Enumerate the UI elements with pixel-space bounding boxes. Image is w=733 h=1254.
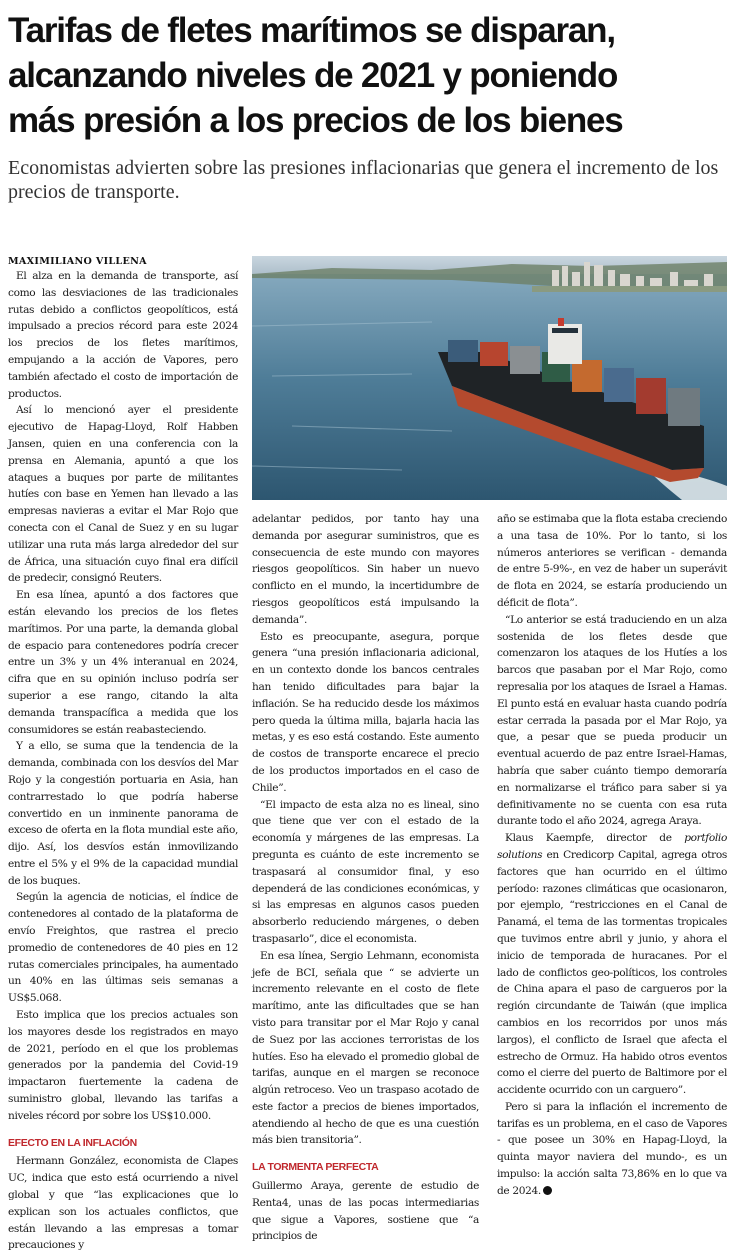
paragraph: año se estimaba que la flota estaba creciendo a una tasa de 10%. Por lo tanto, si los números anteriores se verifican - demanda de entre 5-9%-, en vez de haber un superávit de flota en 2024, se estaría produciendo un déficit de flota”. <box>497 513 727 609</box>
article-column-2 <box>252 511 479 1245</box>
paragraph <box>497 1099 727 1200</box>
article-column-1 <box>8 268 238 1254</box>
paragraph: En esa línea, Sergio Lehmann, economista jefe de BCI, señala que “ se advierte un incremento relevante en el costo de flete marítimo, ante las dificultades que se han visto para transitar por el Mar Rojo y canal de Suez por las acciones terroristas de los hutíes. Eso ha elevado el promedio global de tarifas, aunque en el margen se reconoce algún retroceso. Veo un traspaso acotado de este factor a precios de bienes importados, atendiendo al hecho de que es una cuestión más bien transitoria”. <box>252 949 479 1147</box>
emphasis: portfolio solutions <box>497 832 727 861</box>
container-ship-icon <box>252 256 727 500</box>
paragraph: El alza en la demanda de transporte, así como las desviaciones de las tradicionales rutas debido a conflictos geopolíticos, está impulsado a precios récord para este 2024 los precios de los fletes marítimos, empujando a la acción de Vapores, pero también afectado el costo de importación de productos. <box>8 270 238 400</box>
headline <box>8 8 728 143</box>
article-column-3 <box>497 511 727 1200</box>
headline-line-2: alcanzando niveles de 2021 y poniendo <box>8 56 618 95</box>
paragraph: En esa línea, apuntó a dos factores que están elevando los precios de los fletes marítimos. Por una parte, la demanda global de espacio para contenedores podría crecer entre un 3% y un 4% interanual en 2024, cifra que en su opinión incluso podría ser superior a ese rango, citando la alta demanda transpacífica a medida que los consumidores se están reabasteciendo. <box>8 589 238 736</box>
paragraph: “El impacto de esta alza no es lineal, sino que tiene que ver con el estado de la economía y márgenes de las empresas. La pregunta es cuánto de este incremento se traspasará al consumidor final, y eso dependerá de las condiciones económicas, y si las empresas en algunos casos pueden absorberlo reduciendo márgenes, o deben traspasarlo”, dice el economista. <box>252 798 479 945</box>
headline-line-3: más presión a los precios de los bienes <box>8 101 623 140</box>
paragraph <box>497 830 727 1099</box>
subheading-tormenta: LA TORMENTA PERFECTA <box>252 1161 379 1174</box>
paragraph: “Lo anterior se está traduciendo en un alza sostenida de los fletes desde que comenzaron los ataques de los Hutíes a los barcos que pasaban por el Mar Rojo, como represalia por los ataques de Israel a Hamas. El punto está en evaluar hasta cuando podría estar cerrada la pasada por el Mar Rojo, ya que, a pesar que se pueda producir un eventual acuerdo de paz entre Israel-Hamas, habría que saber cuánto tiempo demoraría en normalizarse el tráfico para saber si ya definitivamente no se cuenta con esa ruta durante todo el año 2024, agrega Araya. <box>497 613 727 828</box>
subheading-inflacion: EFECTO EN LA INFLACIÓN <box>8 1136 137 1149</box>
deck-subtitle: Economistas advierten sobre las presiones inflacionarias que genera el incremento de los precios de transporte. <box>8 157 719 203</box>
text-run: Klaus Kaempfe, director de <box>505 832 685 845</box>
paragraph: Esto es preocupante, asegura, porque genera “una presión inflacionaria adicional, en un contexto donde los bancos centrales han tenido dificultades para bajar la inflación. Se ha reducido desde los máximos pero queda la última milla, bajarla hacia las metas, y es eso está costando. Este aumento de costos de transporte encarece el precio de los productos importados en el caso de Chile”. <box>252 630 479 794</box>
paragraph: Hermann González, economista de Clapes UC, indica que esto está ocurriendo a nivel global y que “las explicaciones que lo explican son los actuales conflictos, que están llevando a las empresas a tomar precauciones y <box>8 1155 238 1252</box>
paragraph: Y a ello, se suma que la tendencia de la demanda, combinada con los desvíos del Mar Rojo y la congestión portuaria en Asia, han contrarrestado lo que podría haberse convertido en un inminente panorama de exceso de oferta en la flota mundial este año, dijo. Así, los desvíos están inmovilizando entre el 5% y el 9% de la capacidad mundial de los buques. <box>8 740 238 887</box>
paragraph: Esto implica que los precios actuales son los mayores desde los registrados en mayo de 2021, período en el que los problemas generados por la pandemia del Covid-19 impactaron fuertemente la cadena de suministro global, llevando las tarifas a niveles récord por sobre los US$10.000. <box>8 1009 238 1122</box>
end-of-article-icon <box>543 1186 552 1195</box>
headline-line-1: Tarifas de fletes marítimos se disparan, <box>8 11 615 50</box>
paragraph: Según la agencia de noticias, el índice de contenedores al contado de la plataforma de envío Freightos, que rastrea el precio promedio de contenedores de 40 pies en 12 rutas comerciales principales, ha aumentado un 40% en las últimas seis semanas a US$5.068. <box>8 891 238 1005</box>
byline: MAXIMILIANO VILLENA <box>8 256 147 267</box>
paragraph: Guillermo Araya, gerente de estudio de Renta4, unas de las pocas intermediarias que sigue a Vapores, sostiene que “a principios de <box>252 1180 479 1243</box>
container-ship-photo <box>252 256 727 500</box>
paragraph: Así lo mencionó ayer el presidente ejecutivo de Hapag-Lloyd, Rolf Habben Jansen, quien en una conferencia con la prensa en Alemania, apuntó a que los ataques a buques por parte de militantes hutíes con base en Yemen han llevado a las empresas navieras a evitar el Mar Rojo que conecta con el Canal de Suez y en su lugar utilizar una ruta más larga alrededor del sur de África, una situación cuyo final era difícil de predecir, consignó Reuters. <box>8 404 238 585</box>
paragraph: adelantar pedidos, por tanto hay una demanda por asegurar suministros, que es consecuencia de este mundo con mayores riesgos geopolíticos. Sin haber un nuevo conflicto en el mundo, la incertidumbre de riesgos geopolíticos está impulsando la demanda”. <box>252 513 479 626</box>
text-run: Pero si para la inflación el incremento de tarifas es un problema, en el caso de Vapores - que posee un 30% en Hapag-Lloyd, la quinta mayor naviera del mundo-, es un impulso: la acción salta 73,86% en lo que va de 2024. <box>497 1100 727 1197</box>
text-run: en Credicorp Capital, agrega otros factores que han ocurrido en el último período: razones climáticas que ocasionaron, por ejemplo, “restricciones en el Canal de Panamá, el tema de las tormentas tropicales que tuvimos entre abril y junio, y ahora el inicio de temporada de huracanes. Por el lado de conflictos geo-políticos, los controles de China apara el paso de cargueros por la región circundante de Taiwán (que implica cambios en los recorridos por unos más largos), el conflicto de Israel que afecta el estrecho de Ormuz. Ha habido otros eventos como el cierre del puerto de Baltimore por el accidente ocurrido con un carguero”. <box>497 848 727 1097</box>
